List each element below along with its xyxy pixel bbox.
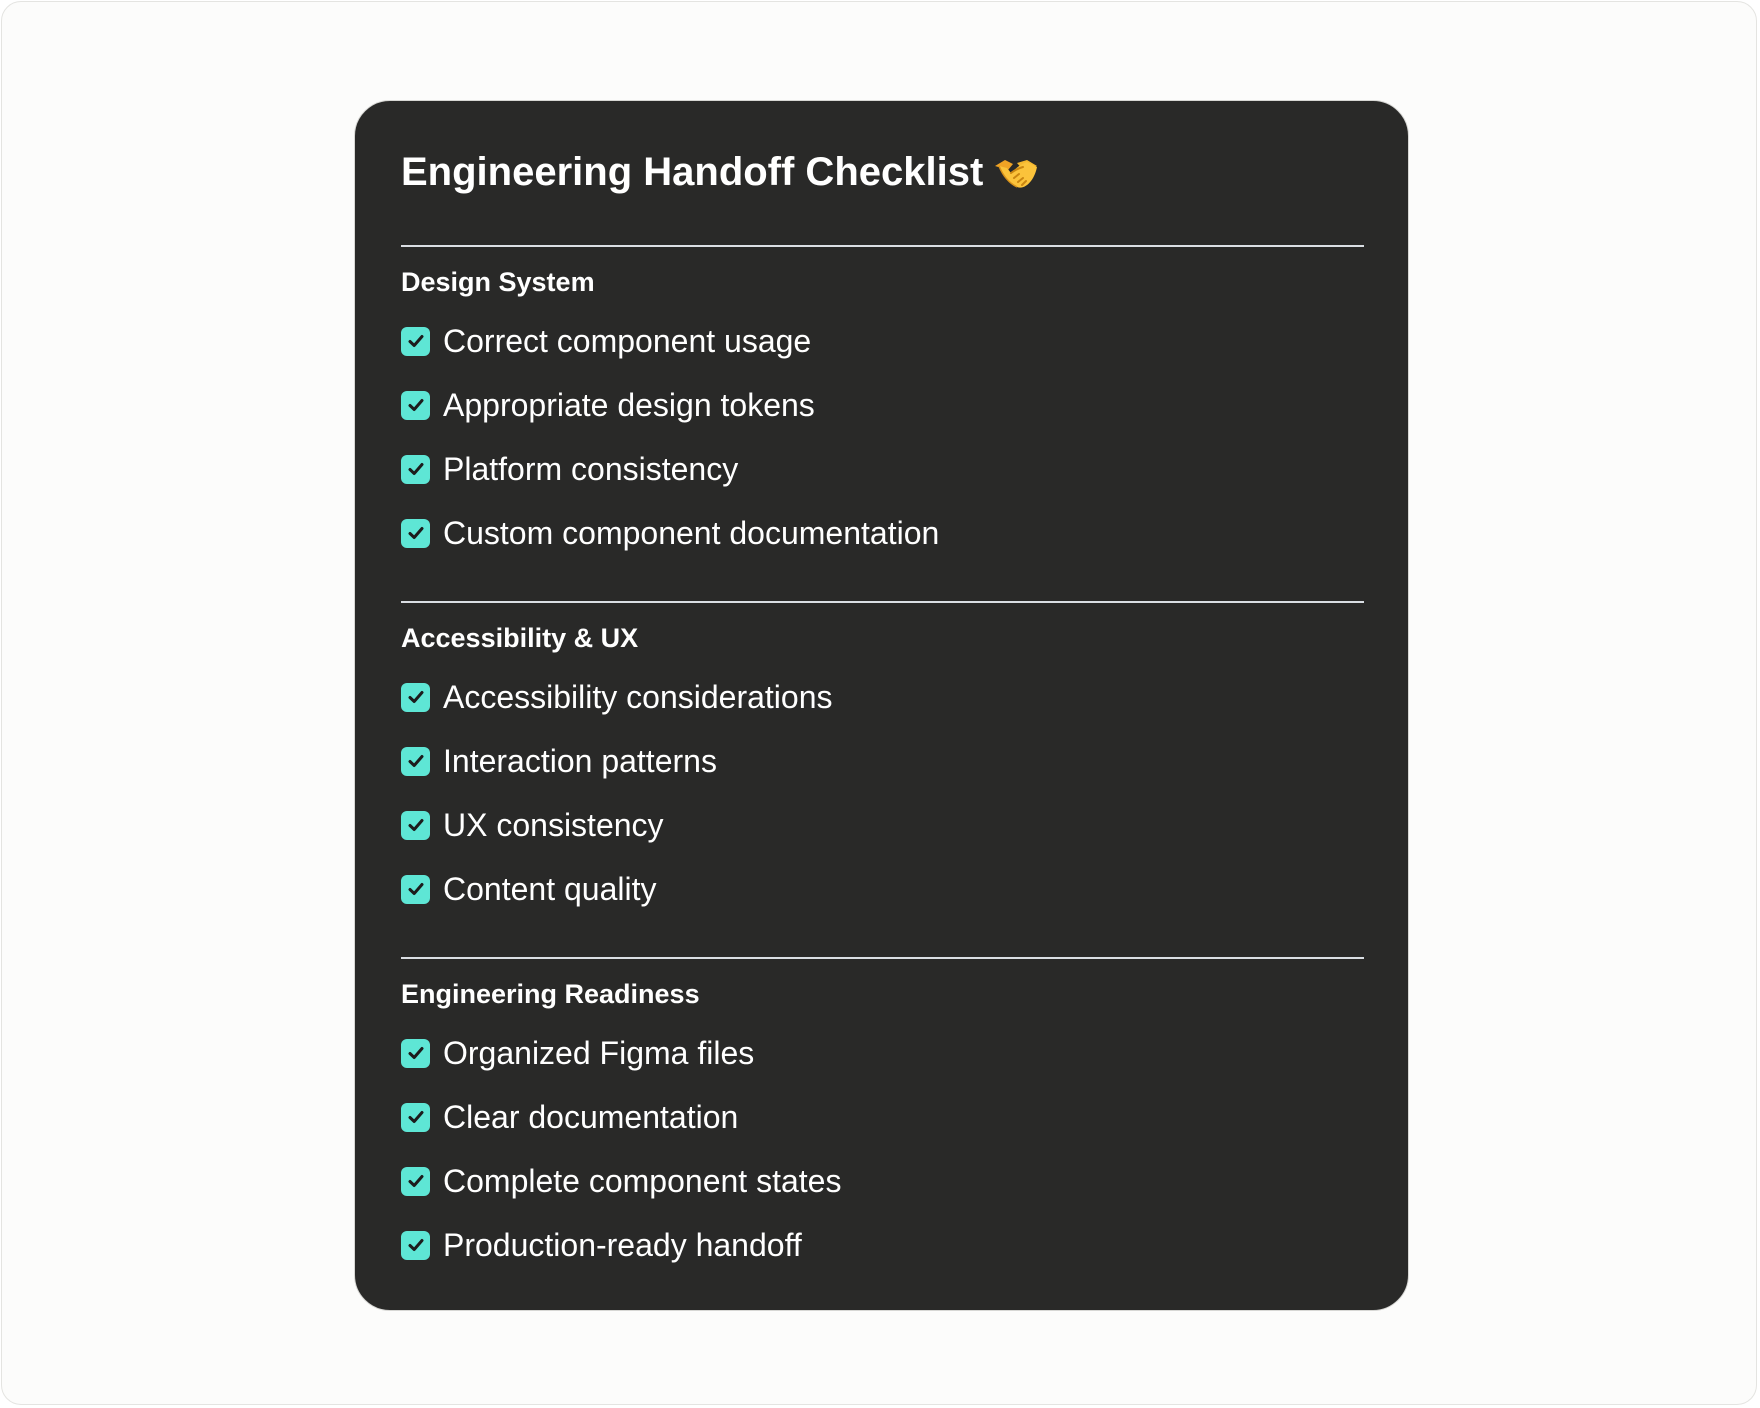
checklist-item[interactable] (401, 1213, 1364, 1277)
checklist-item[interactable] (401, 437, 1364, 501)
checklist (401, 309, 1364, 565)
checklist-item-label: Custom component documentation (443, 515, 940, 551)
checkbox-checked-icon[interactable] (401, 875, 430, 904)
checklist-item-label: Organized Figma files (443, 1035, 755, 1071)
checklist-item[interactable] (401, 1085, 1364, 1149)
checklist (401, 1021, 1364, 1277)
section-title: Engineering Readiness (401, 979, 700, 1009)
checklist-item-label: Appropriate design tokens (443, 387, 815, 423)
card-title-row (401, 147, 1039, 197)
checkbox-checked-icon[interactable] (401, 811, 430, 840)
checkbox-checked-icon[interactable] (401, 519, 430, 548)
checklist-item[interactable] (401, 501, 1364, 565)
checklist (401, 665, 1364, 921)
checklist-item-label: Correct component usage (443, 323, 812, 359)
checkbox-checked-icon[interactable] (401, 391, 430, 420)
checklist-card (354, 100, 1409, 1311)
checklist-item[interactable] (401, 373, 1364, 437)
checkbox-checked-icon[interactable] (401, 683, 430, 712)
checkbox-checked-icon[interactable] (401, 327, 430, 356)
checklist-item[interactable] (401, 309, 1364, 373)
checklist-item-label: Accessibility considerations (443, 679, 833, 715)
section-divider (401, 957, 1364, 959)
section-accessibility-ux (401, 601, 1364, 921)
checklist-item-label: UX consistency (443, 807, 664, 843)
section-divider (401, 601, 1364, 603)
checklist-item-label: Production-ready handoff (443, 1227, 802, 1263)
checklist-item[interactable] (401, 1149, 1364, 1213)
checklist-item-label: Platform consistency (443, 451, 739, 487)
section-engineering-readiness (401, 957, 1364, 1277)
checklist-item-label: Interaction patterns (443, 743, 717, 779)
section-title: Design System (401, 267, 595, 297)
checklist-item-label: Clear documentation (443, 1099, 739, 1135)
section-divider (401, 245, 1364, 247)
card-title: Engineering Handoff Checklist (401, 150, 984, 194)
checkbox-checked-icon[interactable] (401, 1039, 430, 1068)
checkbox-checked-icon[interactable] (401, 1231, 430, 1260)
checkbox-checked-icon[interactable] (401, 747, 430, 776)
checklist-item[interactable] (401, 665, 1364, 729)
handshake-icon (993, 152, 1039, 192)
checkbox-checked-icon[interactable] (401, 1103, 430, 1132)
page-background (1, 1, 1757, 1405)
section-design-system (401, 245, 1364, 565)
checkbox-checked-icon[interactable] (401, 1167, 430, 1196)
checklist-item-label: Complete component states (443, 1163, 842, 1199)
section-title: Accessibility & UX (401, 623, 639, 653)
checklist-item-label: Content quality (443, 871, 657, 907)
checklist-item[interactable] (401, 857, 1364, 921)
checkbox-checked-icon[interactable] (401, 455, 430, 484)
checklist-item[interactable] (401, 793, 1364, 857)
checklist-item[interactable] (401, 1021, 1364, 1085)
checklist-item[interactable] (401, 729, 1364, 793)
